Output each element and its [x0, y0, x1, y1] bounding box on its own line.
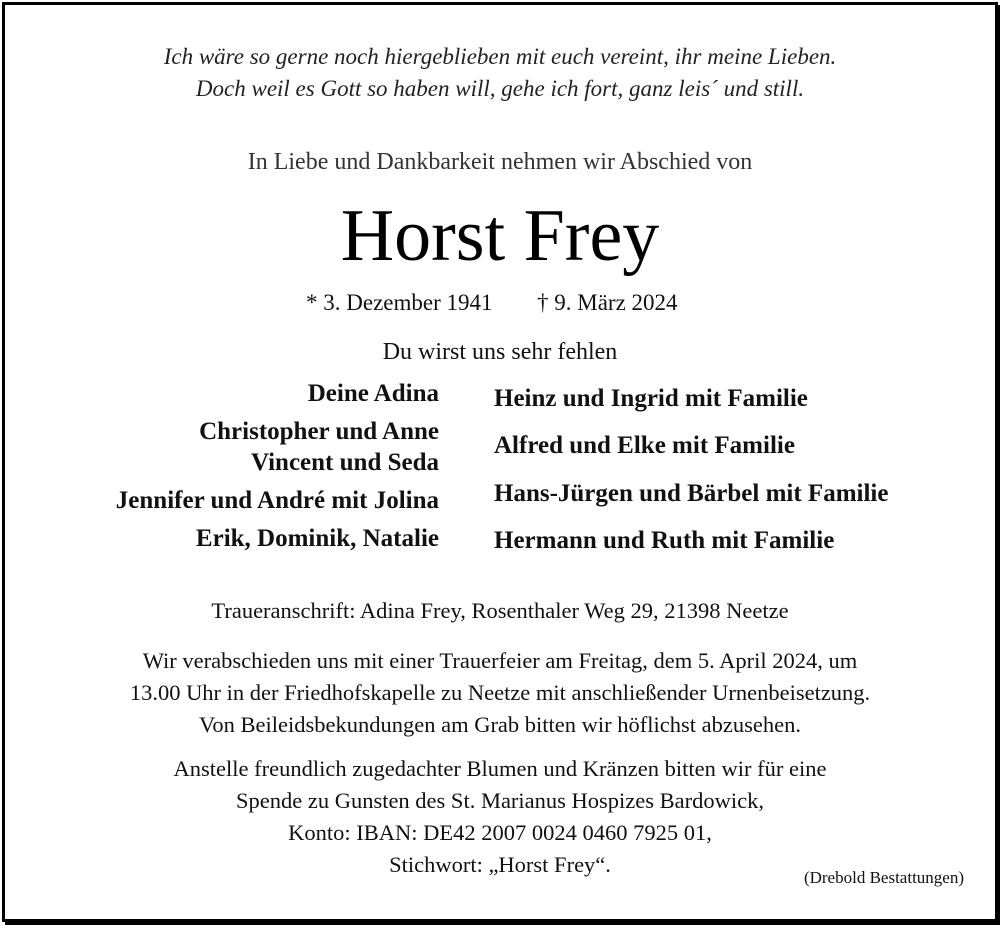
ceremony-line-1: Wir verabschieden uns mit einer Trauerfeier am Freitag, dem 5. April 2024, um: [142, 648, 858, 673]
mourning-address: Traueranschrift: Adina Frey, Rosenthaler Weg 29, 21398 Neetze: [211, 598, 789, 623]
donation-line-1: Anstelle freundlich zugedachter Blumen und Kränzen bitten wir für eine: [173, 756, 827, 781]
mourner-left-4: Jennifer und André mit Jolina: [115, 487, 439, 514]
motto-line-1: Ich wäre so gerne noch hiergeblieben mit euch vereint, ihr meine Lieben.: [163, 44, 837, 69]
death-date: † 9. März 2024: [537, 290, 678, 315]
donation-line-4: Stichwort: „Horst Frey“.: [389, 852, 611, 877]
birth-date: * 3. Dezember 1941: [306, 290, 493, 315]
mourner-right-2: Alfred und Elke mit Familie: [494, 432, 795, 459]
motto-line-2: Doch weil es Gott so haben will, gehe ich fort, ganz leis´ und still.: [195, 76, 805, 101]
farewell-text: Du wirst uns sehr fehlen: [382, 339, 618, 365]
notice-border: [2, 2, 998, 922]
mourner-right-1: Heinz und Ingrid mit Familie: [494, 385, 808, 412]
mourner-right-4: Hermann und Ruth mit Familie: [494, 527, 835, 554]
ceremony-line-2: 13.00 Uhr in der Friedhofskapelle zu Neetze mit anschließender Urnenbeisetzung.: [129, 680, 871, 705]
undertaker-credit: (Drebold Bestattungen): [803, 868, 964, 887]
mourner-left-2: Christopher und Anne: [199, 418, 439, 445]
ceremony-line-3: Von Beileidsbekundungen am Grab bitten wir höflichst abzusehen.: [199, 712, 801, 737]
mourner-right-3: Hans-Jürgen und Bärbel mit Familie: [494, 480, 889, 507]
mourner-left-5: Erik, Dominik, Natalie: [195, 525, 439, 552]
intro-text: In Liebe und Dankbarkeit nehmen wir Abschied von: [247, 149, 753, 175]
donation-line-3: Konto: IBAN: DE42 2007 0024 0460 7925 01,: [288, 820, 712, 845]
donation-line-2: Spende zu Gunsten des St. Marianus Hospizes Bardowick,: [235, 788, 765, 813]
mourner-left-1: Deine Adina: [307, 380, 439, 407]
deceased-name: Horst Frey: [340, 195, 660, 277]
mourner-left-3: Vincent und Seda: [250, 449, 439, 476]
